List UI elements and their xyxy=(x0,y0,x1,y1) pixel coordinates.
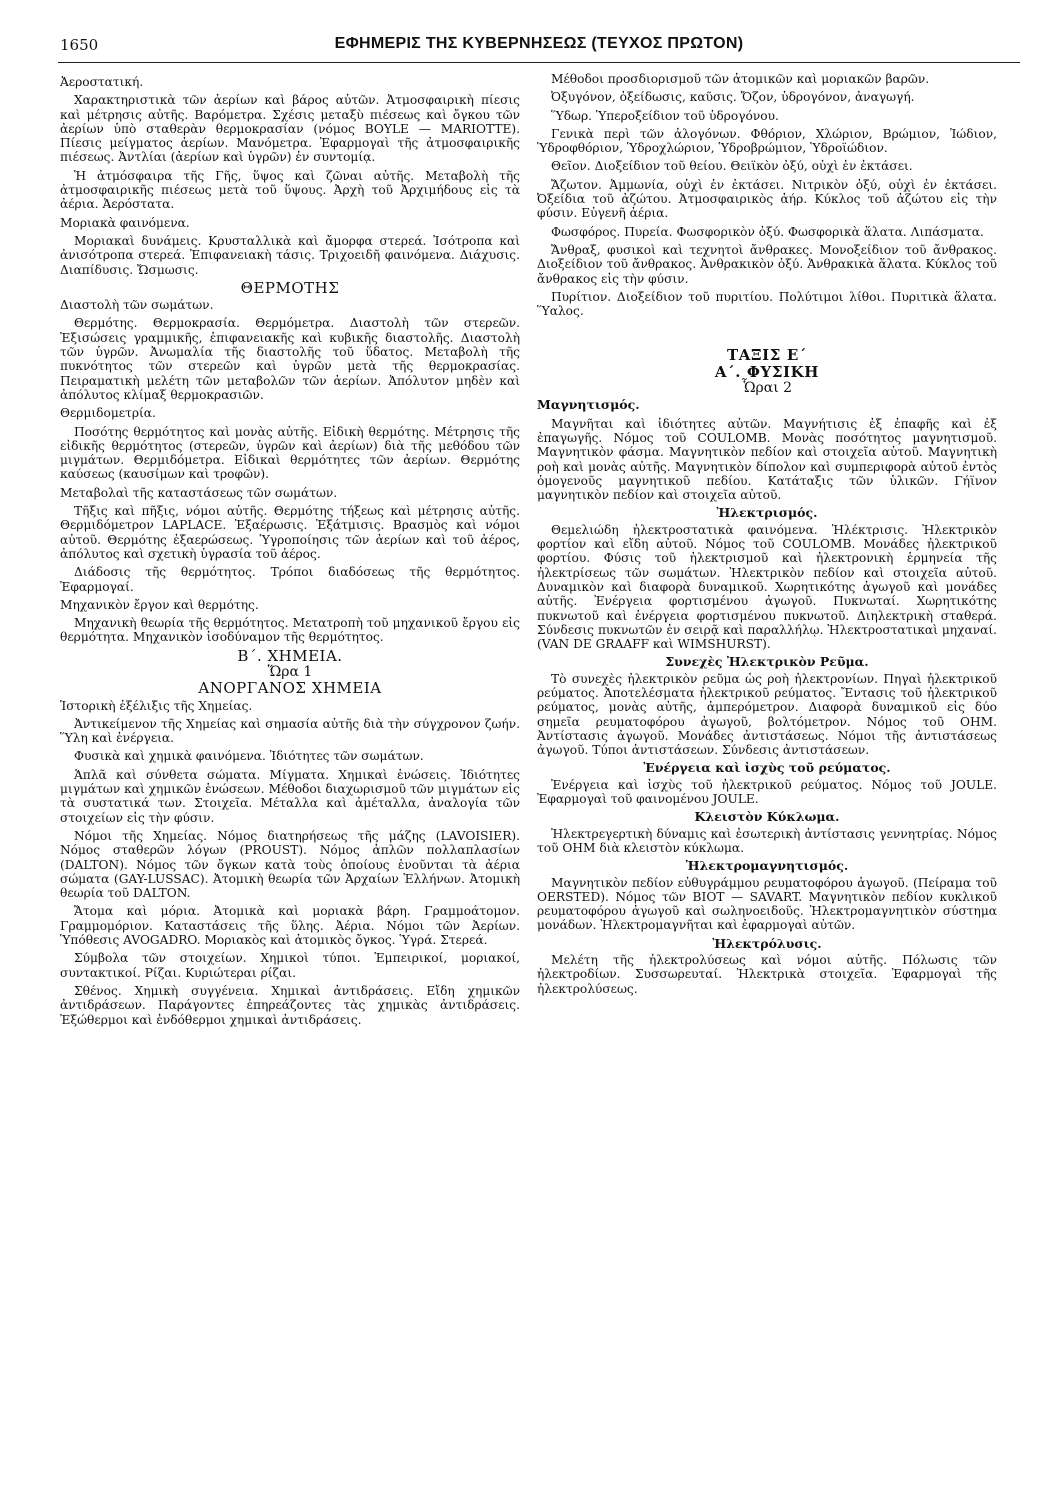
right-column xyxy=(537,72,997,1000)
paragraph: Σύμβολα τῶν στοιχείων. Χημικοὶ τύποι. Ἐμπειρικοί, μοριακοί, συντακτικοί. Ρίζαι. Κυριώτεραι ρίζαι. xyxy=(60,951,520,980)
paragraph: Νόμοι τῆς Χημείας. Νόμος διατηρήσεως τῆς μάζης (LAVOISIER). Νόμος σταθερῶν λόγων (PROUST). Νόμος ἁπλῶν πολλαπλασίων (DALTON). Νόμος τῶν ὄγκων κατὰ τοὺς ὁποίους ἑνοῦνται τὰ ἀέρια σώματα (GAY-LUSSAC). Ἀτομικὴ θεωρία τῶν Ἀρχαίων Ἑλλήνων. Ἀτομικὴ θεωρία τοῦ DALTON. xyxy=(60,828,520,901)
paragraph: Φυσικὰ καὶ χημικὰ φαινόμενα. Ἰδιότητες τῶν σωμάτων. xyxy=(74,749,424,764)
topic-magnetism-title: Μαγνητισμός. xyxy=(537,397,640,413)
spacer xyxy=(537,322,997,346)
paragraph: Φωσφόρος. Πυρεία. Φωσφορικὸν ὀξύ. Φωσφορικὰ ἅλατα. Λιπάσματα. xyxy=(551,224,984,239)
running-head: ΕΦΗΜΕΡΙΣ ΤΗΣ ΚΥΒΕΡΝΗΣΕΩΣ (ΤΕΥΧΟΣ ΠΡΩΤΟΝ) xyxy=(334,35,744,52)
paragraph: Ὕδωρ. Ὑπεροξείδιον τοῦ ὑδρογόνου. xyxy=(551,108,779,123)
paragraph: Τῆξις καὶ πῆξις, νόμοι αὐτῆς. Θερμότης τήξεως καὶ μέτρησις αὐτῆς. Θερμιδόμετρον LAPLACE. Ἐξαέρωσις. Ἐξάτμισις. Βρασμὸς καὶ νόμοι αὐτοῦ. Θερμότης ἐξαερώσεως. Ὑγροποίησις τῶν ἀερίων καὶ τοῦ ἀέρος, ἀπόλυτος καὶ σχετικὴ ὑγρασία τοῦ ἀέρος. xyxy=(60,504,520,561)
paragraph: Τὸ συνεχὲς ἠλεκτρικὸν ρεῦμα ὡς ροὴ ἠλεκτρονίων. Πηγαὶ ἠλεκτρικοῦ ρεύματος. Ἀποτελέσματα ἠλεκτρικοῦ ρεύματος. Ἔντασις τοῦ ἠλεκτρικοῦ ρεύματος, μονὰς αὐτῆς, ἀμπερόμετρον. Διαφορὰ δυναμικοῦ εἰς δύο σημεῖα ρευματοφόρου ἀγωγοῦ, βολτόμετρον. Νόμος τοῦ OHM. Ἀντίστασις ἀγωγοῦ. Μονάδες ἀντιστάσεως. Νόμοι τῆς ἀντιστάσεως ἀγωγοῦ. Τύποι ἀντιστάσεων. Σύνδεσις ἀντιστάσεων. xyxy=(537,671,997,758)
paragraph: Μαγνῆται καὶ ἰδιότητες αὐτῶν. Μαγνήτισις ἐξ ἐπαφῆς καὶ ἐξ ἐπαγωγῆς. Νόμος τοῦ COULOMB. Μονὰς ποσότητος μαγνητισμοῦ. Μαγνητικὸν φάσμα. Μαγνητικὸν πεδίον καὶ στοιχεῖα αὐτοῦ. Μαγνητικὴ ροὴ καὶ μονὰς αὐτῆς. Μαγνητικὸν δίπολον καὶ συμπεριφορὰ αὐτοῦ ἐντὸς ὁμογενοῦς μαγνητικοῦ πεδίου. Κατάταξις τῶν ὑλικῶν. Γήϊνον μαγνητικὸν πεδίον καὶ στοιχεῖα αὐτοῦ. xyxy=(537,416,997,503)
paragraph: Θερμότης. Θερμοκρασία. Θερμόμετρα. Διαστολὴ τῶν στερεῶν. Ἐξισώσεις γραμμικῆς, ἐπιφανειακῆς καὶ κυβικῆς διαστολῆς. Διαστολὴ τῶν ὑγρῶν. Ἀνωμαλία τῆς διαστολῆς τοῦ ὕδατος. Μεταβολὴ τῆς πυκνότητος τῶν στερεῶν καὶ ὑγρῶν μετὰ τῆς θερμοκρασίας. Πειραματικὴ μελέτη τῶν μεταβολῶν τῶν ἀερίων. Ἀπόλυτον μηδὲν καὶ ἀπόλυτος κλίμαξ θερμοκρασιῶν. xyxy=(60,316,520,402)
topic-electricity-title: Ἠλεκτρισμός. xyxy=(716,505,818,521)
topic-current-title: Συνεχὲς Ἠλεκτρικὸν Ρεῦμα. xyxy=(665,654,869,670)
paragraph: Μηχανικὴ θεωρία τῆς θερμότητος. Μετατροπὴ τοῦ μηχανικοῦ ἔργου εἰς θερμότητα. Μηχανικὸν ἰσοδύναμον τῆς θερμότητος. xyxy=(60,616,520,645)
page-header xyxy=(58,30,1020,63)
paragraph: Ἐνέργεια καὶ ἰσχὺς τοῦ ἠλεκτρικοῦ ρεύματος. Νόμος τοῦ JOULE. Ἐφαρμογαὶ τοῦ φαινομένου JOULE. xyxy=(537,777,997,807)
topic-circuit-title: Κλειστὸν Κύκλωμα. xyxy=(694,809,840,825)
section-heading-chemistry: Β΄. ΧΗΜΕΙΑ. xyxy=(237,646,343,665)
paragraph: Χαρακτηριστικὰ τῶν ἀερίων καὶ βάρος αὐτῶν. Ἀτμοσφαιρικὴ πίεσις καὶ μέτρησις αὐτῆς. Βαρόμετρα. Σχέσις μεταξὺ πιέσεως καὶ ὄγκου τῶν ἀερίων ὑπὸ σταθερὰν θερμοκρασίαν (νόμος BOYLE — MARIOTTE). Πίεσις μείγματος ἀερίων. Μανόμετρα. Ἐφαρμογαὶ τῆς ἀτμοσφαιρικῆς πιέσεως. Ἀντλίαι (ἀερίων καὶ ὑγρῶν) ἐν συντομίᾳ. xyxy=(60,93,520,165)
section-heading-physics: Α΄. ΦΥΣΙΚΗ xyxy=(714,362,820,381)
paragraph: Ἡ ἀτμόσφαιρα τῆς Γῆς, ὕψος καὶ ζῶναι αὐτῆς. Μεταβολὴ τῆς ἀτμοσφαιρικῆς πιέσεως μετὰ τοῦ ὕψους. Ἀρχὴ τοῦ Ἀρχιμήδους εἰς τὰ ἀέρια. Ἀερόστατα. xyxy=(60,168,520,212)
paragraph: Μελέτη τῆς ἠλεκτρολύσεως καὶ νόμοι αὐτῆς. Πόλωσις τῶν ἠλεκτροδίων. Συσσωρευταί. Ἠλεκτρικὰ στοιχεῖα. Ἐφαρμογαὶ τῆς ἠλεκτρολύσεως. xyxy=(537,953,997,996)
paragraph: Γενικὰ περὶ τῶν ἀλογόνων. Φθόριον, Χλώριον, Βρώμιον, Ἰώδιον, Ὑδροφθόριον, Ὑδροχλώριον, Ὑδροβρώμιον, Ὑδροϊώδιον. xyxy=(537,126,997,156)
paragraph: Μαγνητικὸν πεδίον εὐθυγράμμου ρευματοφόρου ἀγωγοῦ. (Πείραμα τοῦ OERSTED). Νόμος τῶν BIOT — SAVART. Μαγνητικὸν πεδίον κυκλικοῦ ρευματοφόρου ἀγωγοῦ καὶ σωληνοειδοῦς. Ἠλεκτρομαγνητικὸν σύστημα μονάδων. Ἠλεκτρομαγνῆται καὶ ἐφαρμογαὶ αὐτῶν. xyxy=(537,875,997,933)
paragraph: Ποσότης θερμότητος καὶ μονὰς αὐτῆς. Εἰδικὴ θερμότης. Μέτρησις τῆς εἰδικῆς θερμότητος (στερεῶν, ὑγρῶν καὶ ἀερίων) διὰ τῆς μεθόδου τῶν μιγμάτων. Θερμιδόμετρα. Εἰδικαὶ θερμότητες τῶν ἀερίων. Θερμότης καύσεως (καυσίμων καὶ τροφῶν). xyxy=(60,424,520,482)
hours-label: Ὧραι 2 xyxy=(741,380,793,397)
topic-electromagnetism-title: Ἠλεκτρομαγνητισμός. xyxy=(685,858,849,874)
paragraph: Θεῖον. Διοξείδιον τοῦ θείου. Θειϊκὸν ὀξύ, οὐχὶ ἐν ἐκτάσει. xyxy=(551,159,913,174)
page-number: 1650 xyxy=(60,36,99,54)
section-heading-inorganic: ΑΝΟΡΓΑΝΟΣ ΧΗΜΕΙΑ xyxy=(198,679,382,698)
hours-label: Ὥρα 1 xyxy=(267,663,313,680)
paragraph: Ἄζωτον. Ἀμμωνία, οὐχὶ ἐν ἐκτάσει. Νιτρικὸν ὀξύ, οὐχὶ ἐν ἐκτάσει. Ὀξείδια τοῦ ἀζώτου. Ἀτμοσφαιρικὸς ἀήρ. Κύκλος τοῦ ἀζώτου εἰς τὴν φύσιν. Εὐγενῆ ἀέρια. xyxy=(537,177,997,221)
paragraph: Μοριακαὶ δυνάμεις. Κρυσταλλικὰ καὶ ἄμορφα στερεά. Ἰσότροπα καὶ ἀνισότροπα στερεά. Ἐπιφανειακὴ τάσις. Τριχοειδῆ φαινόμενα. Διάχυσις. Διαπίδυσις. Ὤσμωσις. xyxy=(60,233,520,277)
topic-electrolysis-title: Ἠλεκτρόλυσις. xyxy=(712,935,822,951)
paragraph: Διάδοσις τῆς θερμότητος. Τρόποι διαδόσεως τῆς θερμότητος. Ἐφαρμογαί. xyxy=(60,565,520,594)
topic-calorimetry-title: Θερμιδομετρία. xyxy=(60,406,156,421)
paragraph: Ἀντικείμενον τῆς Χημείας καὶ σημασία αὐτῆς διὰ τὴν σύγχρονον ζωήν. Ὕλη καὶ ἐνέργεια. xyxy=(60,716,520,746)
topic-energy-title: Ἐνέργεια καὶ ἰσχὺς τοῦ ρεύματος. xyxy=(643,760,891,776)
section-heading-class: ΤΑΞΙΣ Ε΄ xyxy=(727,346,807,365)
paragraph: Ἠλεκτρεγερτικὴ δύναμις καὶ ἐσωτερικὴ ἀντίστασις γεννητρίας. Νόμος τοῦ OHM διὰ κλειστὸν κύκλωμα. xyxy=(537,826,997,855)
paragraph: Πυρίτιον. Διοξείδιον τοῦ πυριτίου. Πολύτιμοι λίθοι. Πυριτικὰ ἅλατα. Ὕαλος. xyxy=(537,289,997,319)
topic-mechanical-work-title: Μηχανικὸν ἔργον καὶ θερμότης. xyxy=(60,597,259,612)
topic-state-changes-title: Μεταβολαὶ τῆς καταστάσεως τῶν σωμάτων. xyxy=(60,485,338,500)
paragraph: Ὀξυγόνον, ὀξείδωσις, καῦσις. Ὄζον, ὑδρογόνον, ἀναγωγή. xyxy=(551,90,915,105)
paragraph: Θεμελιώδη ἠλεκτροστατικὰ φαινόμενα. Ἠλέκτρισις. Ἠλεκτρικὸν φορτίον καὶ εἴδη αὐτοῦ. Νόμος τοῦ COULOMB. Μονάδες ἠλεκτρικοῦ φορτίου. Φύσις τοῦ ἠλεκτρισμοῦ καὶ ἠλεκτρονικὴ ἑρμηνεία τῆς ἠλεκτρίσεως τῶν σωμάτων. Ἠλεκτρικὸν πεδίον καὶ στοιχεῖα αὐτοῦ. Δυναμικὸν καὶ διαφορὰ δυναμικοῦ. Χωρητικότης ἀγωγοῦ καὶ μονάδες αὐτῆς. Ἐνέργεια φορτισμένου ἀγωγοῦ. Πυκνωταί. Χωρητικότης πυκνωτοῦ καὶ ἐνέργεια φορτισμένου πυκνωτοῦ. Διηλεκτρικὴ σταθερά. Σύνδεσις πυκνωτῶν ἐν σειρᾷ καὶ παραλλήλῳ. Ἠλεκτροστατικαὶ μηχαναί. (VAN DE GRAAFF καὶ WIMSHURST). xyxy=(537,522,997,652)
left-column xyxy=(60,72,520,1031)
topic-aerostatics-title: Ἀεροστατική. xyxy=(60,75,144,89)
topic-expansion-title: Διαστολὴ τῶν σωμάτων. xyxy=(60,298,214,313)
paragraph: Ἄνθραξ, φυσικοὶ καὶ τεχνητοὶ ἄνθρακες. Μονοξείδιον τοῦ ἄνθρακος. Διοξείδιον τοῦ ἄνθρακος. Ἀνθρακικὸν ὀξύ. Ἀνθρακικὰ ἅλατα. Κύκλος τοῦ ἄνθρακος εἰς τὴν φύσιν. xyxy=(537,242,997,286)
paragraph: Ἁπλᾶ καὶ σύνθετα σώματα. Μίγματα. Χημικαὶ ἑνώσεις. Ἰδιότητες μιγμάτων καὶ χημικῶν ἑνώσεων. Μέθοδοι διαχωρισμοῦ τῶν μιγμάτων εἰς τὰ συστατικά των. Στοιχεῖα. Μέταλλα καὶ ἀμέταλλα, ἀναλογία τῶν στοιχείων εἰς τὴν φύσιν. xyxy=(60,767,520,825)
paragraph: Σθένος. Χημικὴ συγγένεια. Χημικαὶ ἀντιδράσεις. Εἴδη χημικῶν ἀντιδράσεων. Παράγοντες ἐπηρεάζοντες τὰς χημικὰς ἀντιδράσεις. Ἐξώθερμοι καὶ ἐνδόθερμοι χημικαὶ ἀντιδράσεις. xyxy=(60,983,520,1027)
topic-history-title: Ἱστορικὴ ἐξέλιξις τῆς Χημείας. xyxy=(60,698,253,713)
topic-molecular-title: Μοριακὰ φαινόμενα. xyxy=(60,215,190,230)
section-heading-heat: ΘΕΡΜΟΤΗΣ xyxy=(240,278,340,297)
paragraph: Ἄτομα καὶ μόρια. Ἀτομικὰ καὶ μοριακὰ βάρη. Γραμμοάτομον. Γραμμομόριον. Καταστάσεις τῆς ὕλης. Ἀέρια. Νόμοι τῶν Ἀερίων. Ὑπόθεσις AVOGADRO. Μοριακὸς καὶ ἀτομικὸς ὄγκος. Ὑγρά. Στερεά. xyxy=(60,904,520,948)
paragraph: Μέθοδοι προσδιορισμοῦ τῶν ἀτομικῶν καὶ μοριακῶν βαρῶν. xyxy=(551,72,930,86)
